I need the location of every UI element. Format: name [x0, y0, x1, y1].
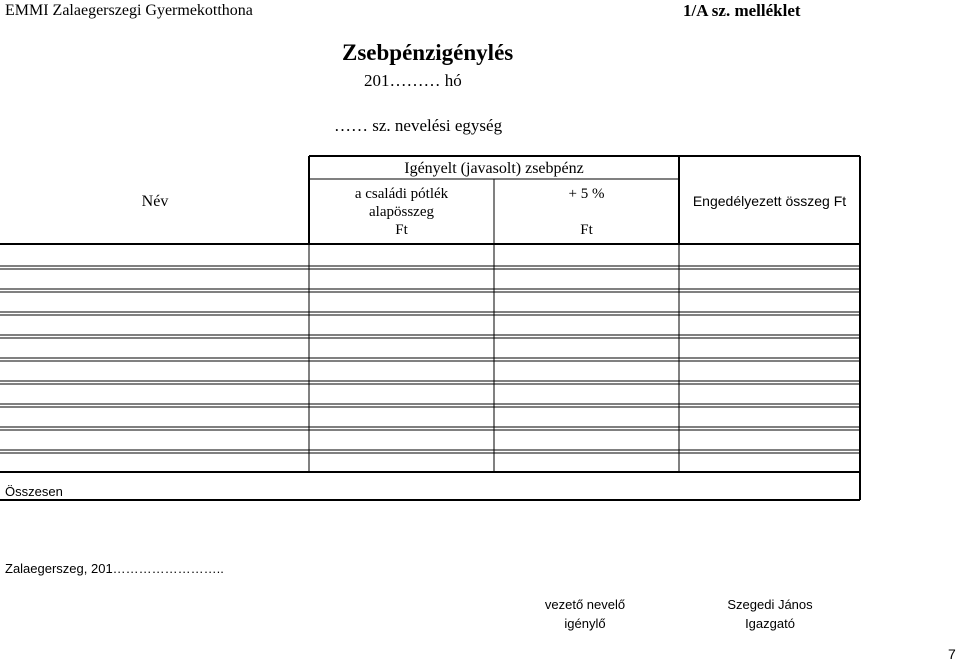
signature-right-title: Igazgató	[745, 616, 795, 631]
col-header-base-unit: Ft	[395, 222, 408, 238]
col-header-base-line1: a családi pótlék	[354, 186, 449, 202]
signature-left-role: vezető nevelő	[544, 597, 626, 612]
form-unit-line: …… sz. nevelési egység	[334, 116, 503, 135]
institution-name: EMMI Zalaegerszegi Gyermekotthona	[5, 2, 253, 19]
page-number: 7	[948, 646, 956, 662]
total-label: Összesen	[5, 484, 63, 499]
place-date: Zalaegerszeg, 201……………………..	[5, 561, 224, 576]
col-header-plus-unit: Ft	[580, 222, 593, 238]
signature-right-name: Szegedi János	[727, 597, 813, 612]
col-group-header: Igényelt (javasolt) zsebpénz	[404, 160, 584, 177]
col-header-name: Név	[141, 193, 169, 210]
col-header-approved: Engedélyezett összeg Ft	[692, 193, 847, 209]
col-header-plus: + 5 %	[568, 186, 605, 202]
signature-left-title: igénylő	[564, 616, 606, 631]
signature-left	[520, 595, 650, 633]
signature-right	[700, 595, 840, 633]
form-title: Zsebpénzigénylés	[342, 40, 514, 65]
col-header-base-line2: alapösszeg	[369, 204, 434, 220]
form-period: 201……… hó	[364, 71, 462, 90]
annex-label: 1/A sz. melléklet	[683, 1, 801, 20]
